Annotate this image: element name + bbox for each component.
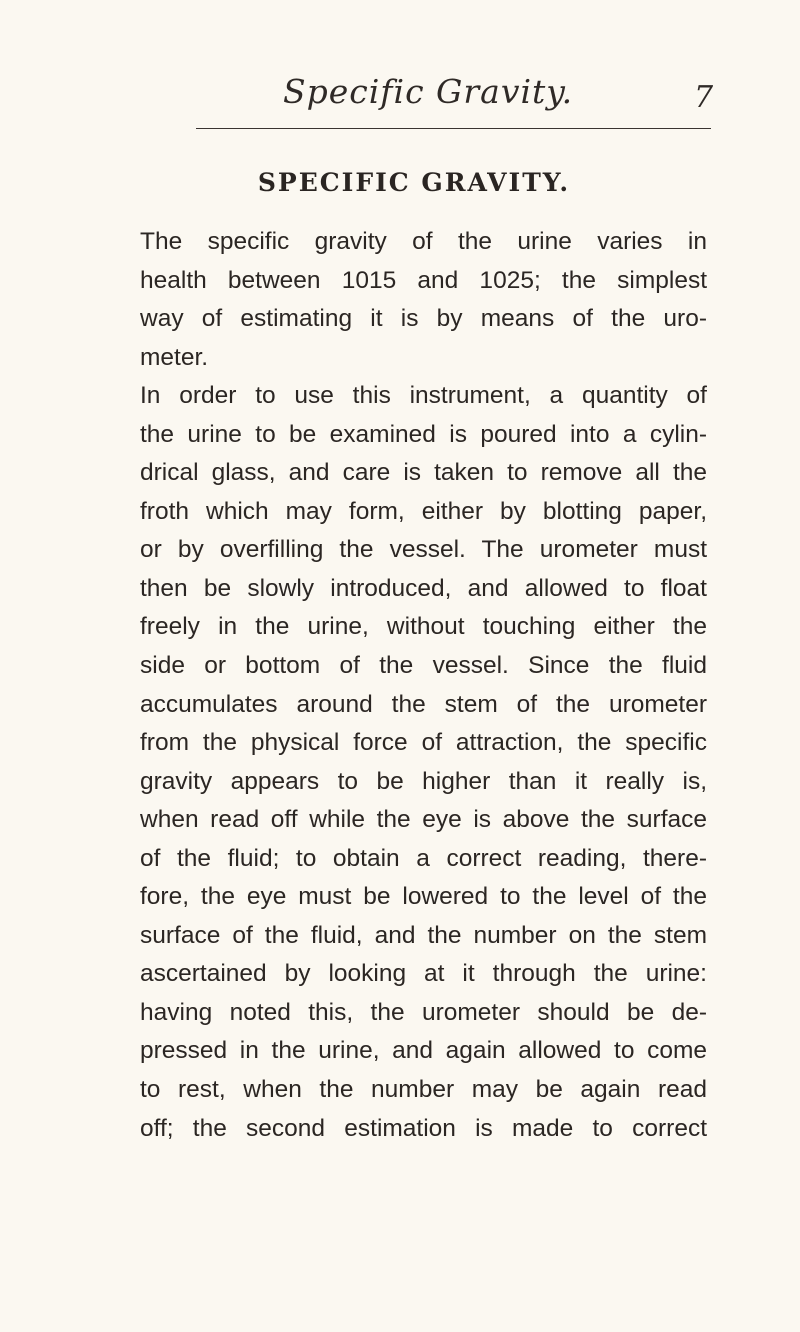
text-line: health between 1015 and 1025; the simplest [140, 266, 707, 294]
text-line: way of estimating it is by means of the uro- [140, 305, 707, 333]
text-line: surface of the fluid, and the number on the stem [140, 921, 707, 949]
text-line: freely in the urine, without touching either the [140, 613, 707, 641]
text-line: drical glass, and care is taken to remove all the [140, 459, 707, 487]
body-text [140, 223, 707, 1148]
text-line: from the physical force of attraction, the specific [140, 729, 707, 757]
text-line: pressed in the urine, and again allowed to come [140, 1037, 707, 1065]
text-line: having noted this, the urometer should be de- [140, 998, 707, 1026]
text-line: the urine to be examined is poured into a cylin- [140, 420, 707, 448]
running-head [0, 72, 800, 122]
text-line: fore, the eye must be lowered to the level of the [140, 883, 707, 911]
text-line: froth which may form, either by blotting paper, [140, 497, 707, 525]
text-line: when read off while the eye is above the surface [140, 806, 707, 834]
text-line: ascertained by looking at it through the urine: [140, 960, 707, 988]
text-line: or by overfilling the vessel. The urometer must [140, 536, 707, 564]
text-line: accumulates around the stem of the urometer [140, 690, 707, 718]
section-heading: SPECIFIC GRAVITY. [257, 168, 571, 197]
running-title: Specific Gravity. [283, 72, 574, 111]
text-line: then be slowly introduced, and allowed to float [140, 574, 707, 602]
text-line: gravity appears to be higher than it really is, [140, 767, 707, 795]
page-number: 7 [694, 80, 714, 115]
text-line: meter. [140, 343, 209, 371]
header-rule [196, 128, 711, 129]
text-line: off; the second estimation is made to correct [140, 1114, 707, 1142]
text-line: In order to use this instrument, a quantity of [140, 382, 707, 410]
text-line: The specific gravity of the urine varies in [140, 228, 707, 255]
text-line: side or bottom of the vessel. Since the fluid [140, 652, 707, 680]
text-line: of the fluid; to obtain a correct reading, there- [140, 844, 707, 872]
text-line: to rest, when the number may be again read [140, 1076, 707, 1104]
